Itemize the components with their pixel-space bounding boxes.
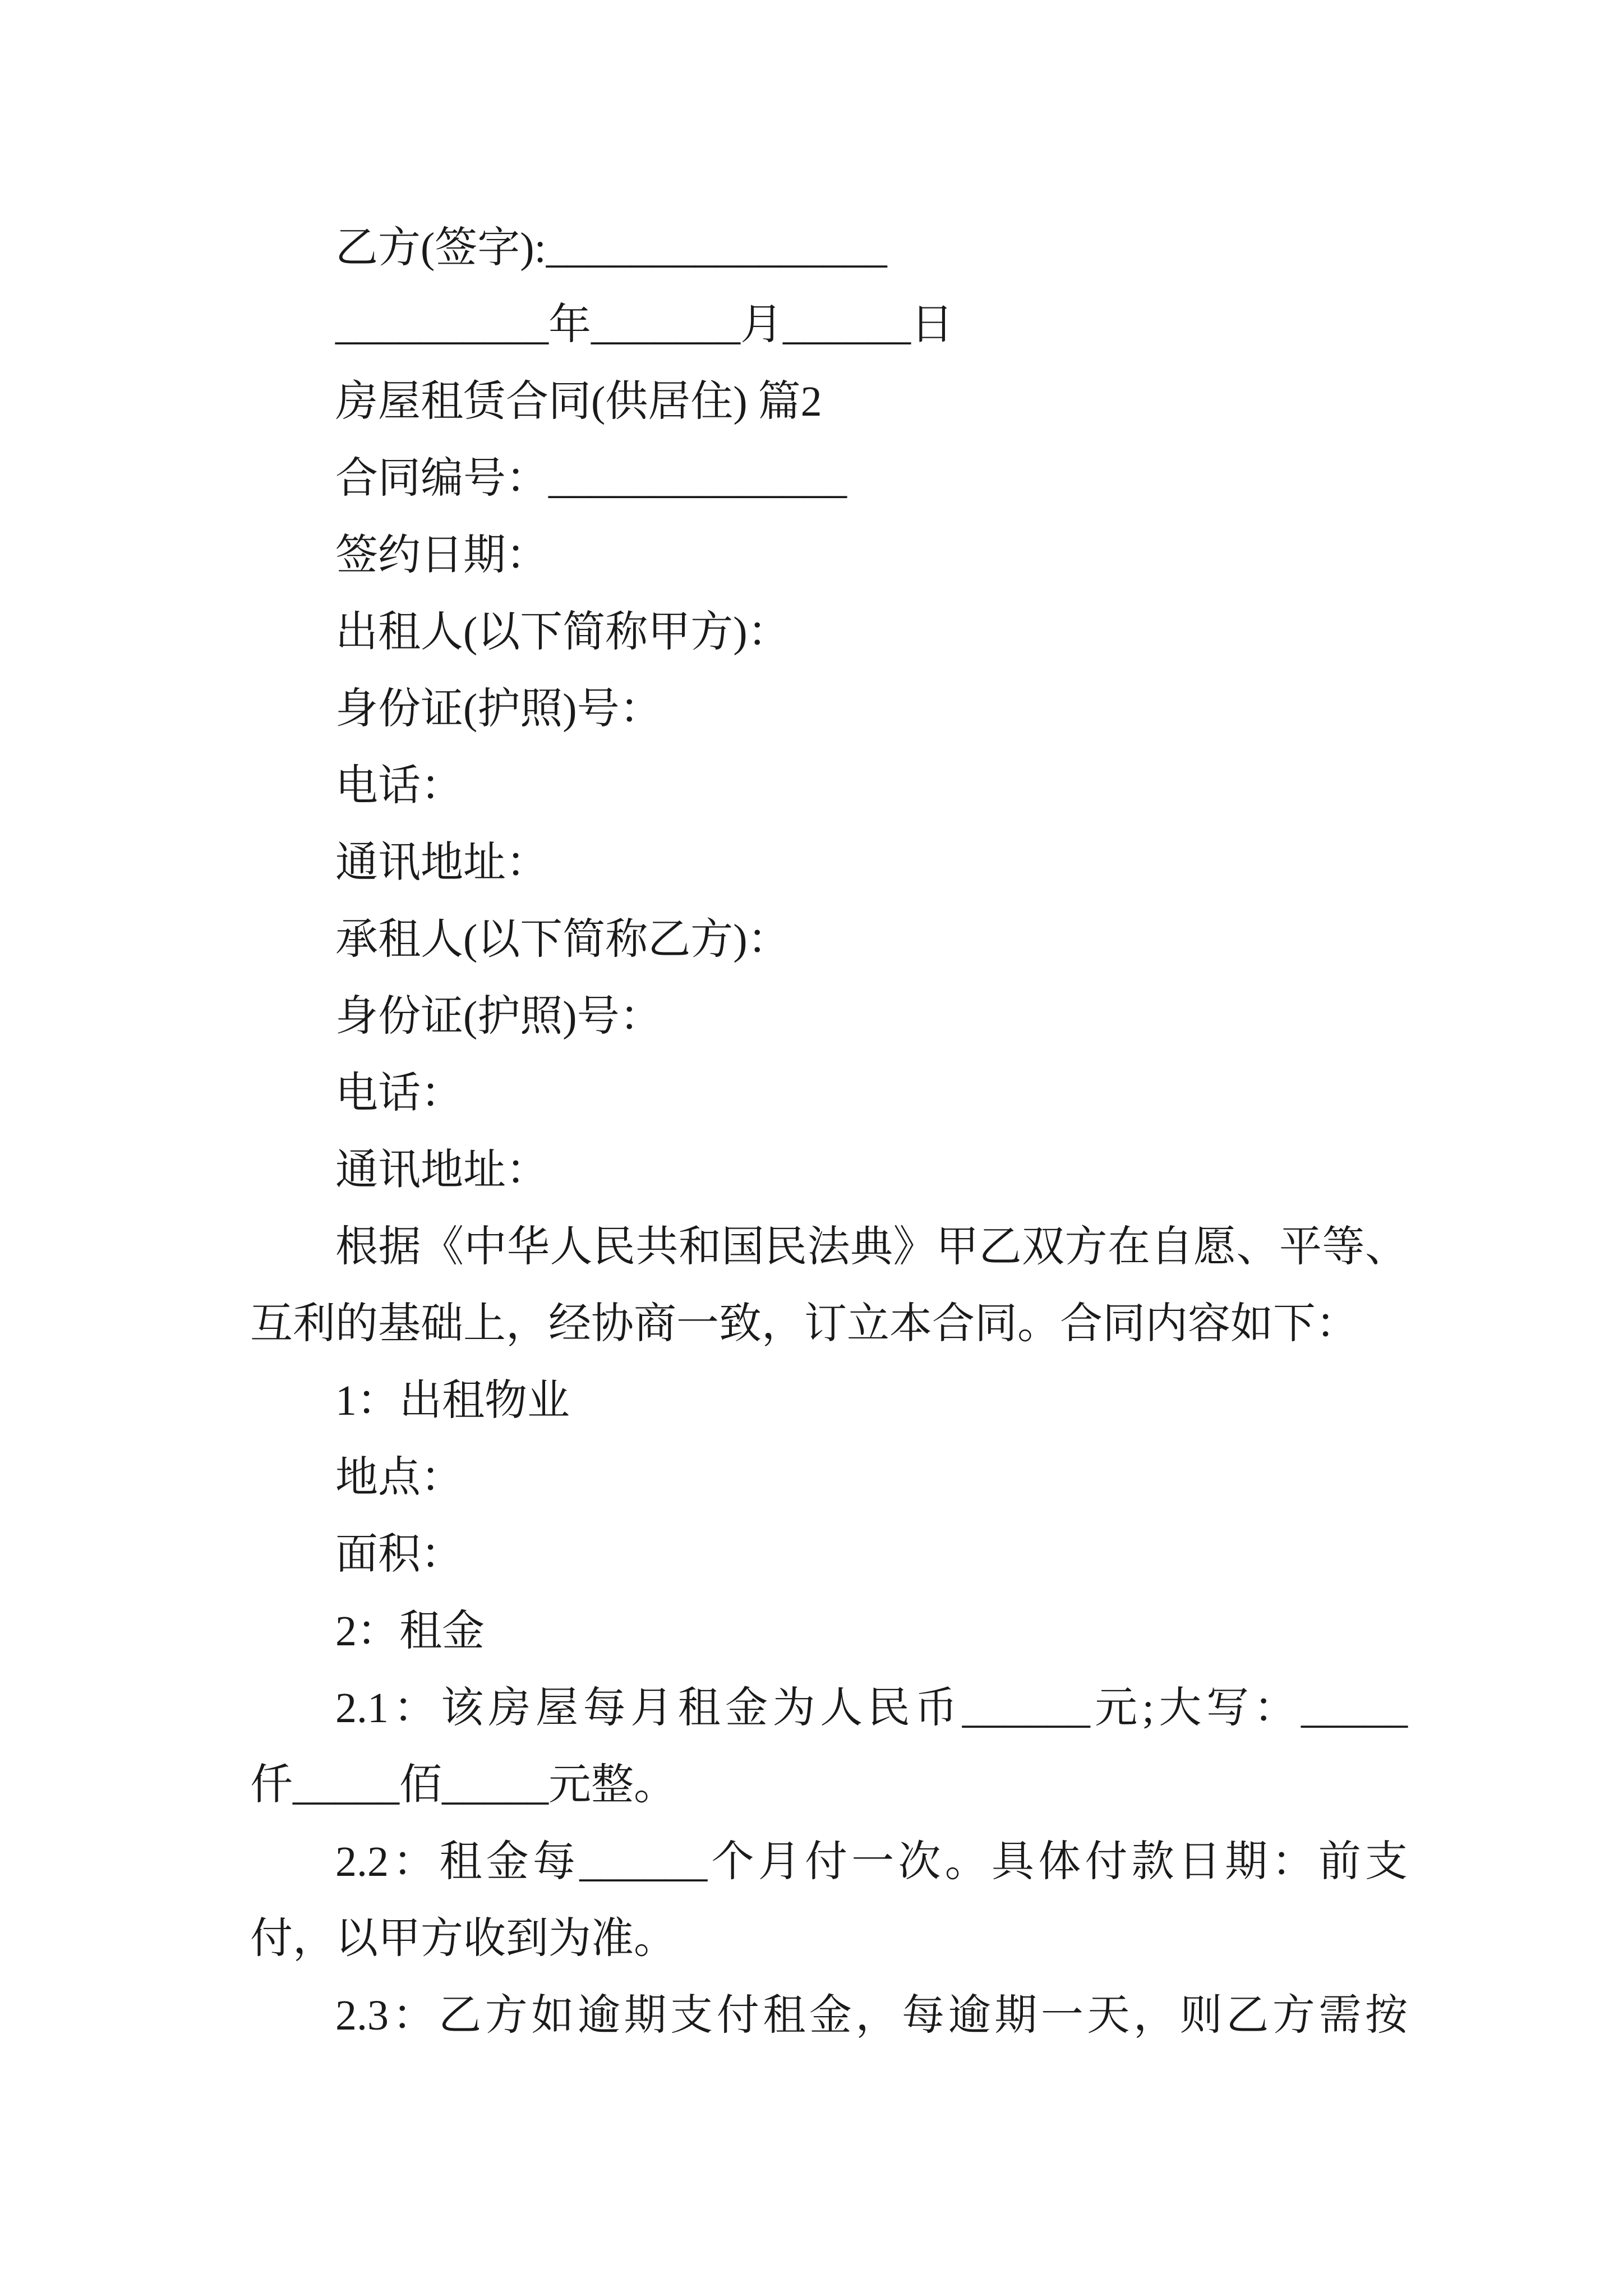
preamble-line-1: 根据《中华人民共和国民法典》甲乙双方在自愿、平等、 [335,1223,1408,1271]
signing-date-field: 签约日期： [335,532,548,579]
clause-2-1-line-2: 仟_____佰_____元整。 [250,1761,676,1809]
lessor-id-number-field: 身份证(护照)号： [335,685,662,733]
lessor-heading: 出租人(以下简称甲方)： [335,609,790,656]
clause-1-area-field: 面积： [335,1531,463,1578]
clause-2-3-line-1: 2.3：乙方如逾期支付租金，每逾期一天，则乙方需按 [335,1992,1408,2039]
clause-2-2-line-1: 2.2：租金每______个月付一次。具体付款日期：前支 [335,1838,1408,1885]
lessor-address-field: 通讯地址： [335,839,548,886]
lessee-id-number-field: 身份证(护照)号： [335,993,662,1040]
clause-2-heading: 2：租金 [335,1608,485,1655]
document-title: 房屋租赁合同(供居住) 篇2 [335,378,822,425]
clause-1-heading: 1：出租物业 [335,1377,570,1424]
lessee-heading: 承租人(以下简称乙方)： [335,916,790,963]
preamble-line-2: 互利的基础上，经协商一致，订立本合同。合同内容如下： [250,1300,1358,1347]
signature-date-line: __________年_______月______日 [335,301,953,348]
lessee-address-field: 通讯地址： [335,1147,548,1194]
clause-2-1-line-1: 2.1：该房屋每月租金为人民币______元;大写：_____ [335,1685,1408,1732]
clause-1-location-field: 地点： [335,1454,463,1501]
contract-number-field: 合同编号：______________ [335,455,847,502]
lessor-phone-field: 电话： [335,762,463,809]
party-b-signature-line: 乙方(签字):________________ [335,224,887,272]
clause-2-2-line-2: 付，以甲方收到为准。 [250,1915,676,1962]
lessee-phone-field: 电话： [335,1070,463,1117]
